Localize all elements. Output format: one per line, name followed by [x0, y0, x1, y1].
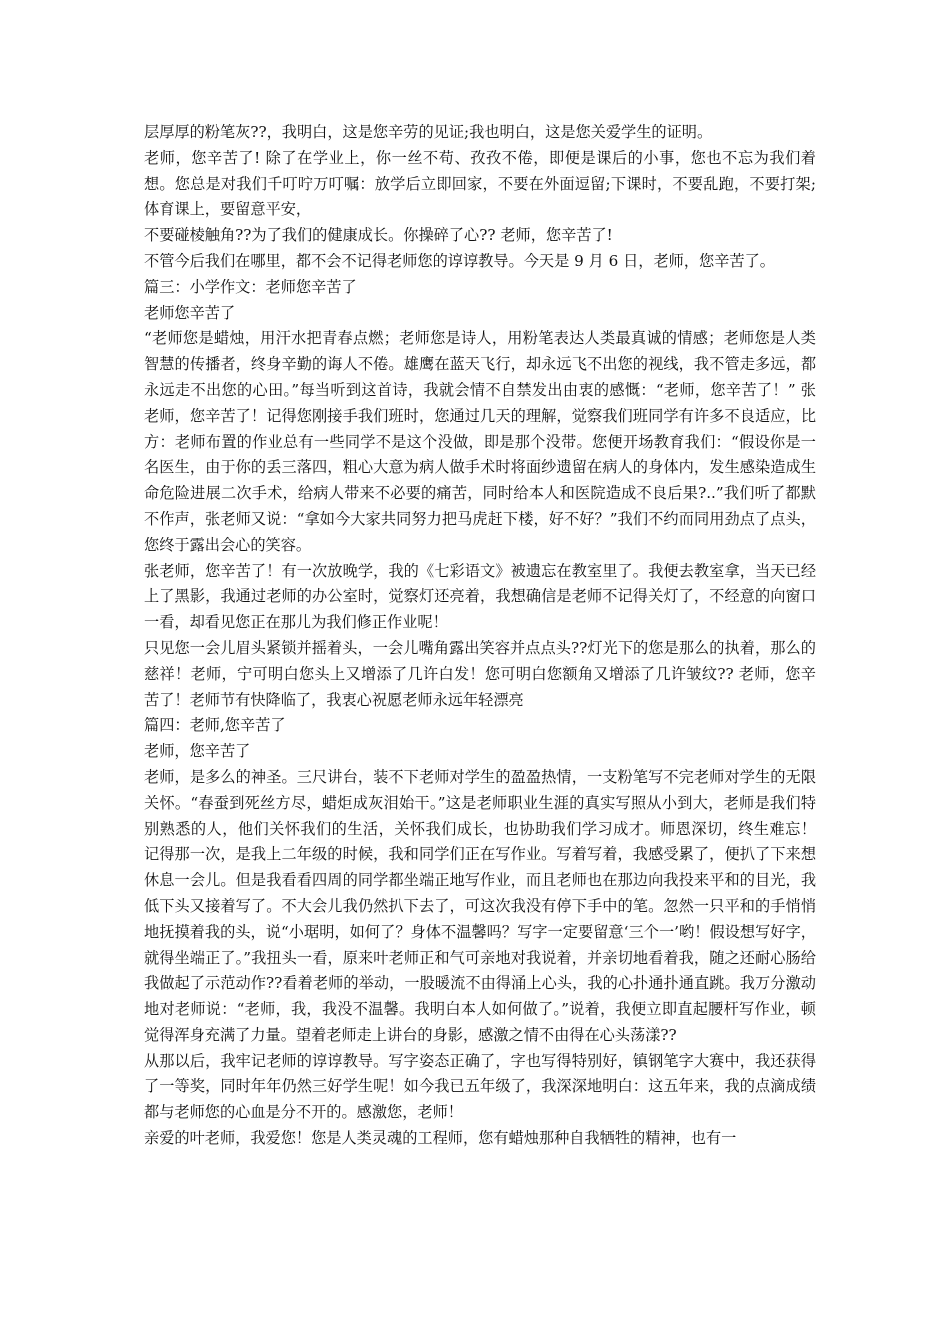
paragraph: “老师您是蜡烛，用汗水把青春点燃；老师您是诗人，用粉笔表达人类最真诚的情感；老师您是人类智慧的传播者，终身辛勤的诲人不倦。雄鹰在蓝天飞行，却永远飞不出您的视线，我不管走多远，都永远走不出您的心田。”每当听到这首诗，我就会情不自禁发出由衷的感慨：“老师，您辛苦了！” 张老师，您辛苦了！记得您刚接手我们班时，您通过几天的理解，觉察我们班同学有许多不良适应，比方：老师布置的作业总有一些同学不是这个没做，即是那个没带。您便开场教育我们：“假设你是一名医生，由于你的丢三落四，粗心大意为病人做手术时将面纱遗留在病人的身体内，发生感染造成生命危险进展二次手术，给病人带来不必要的痛苦，同时给本人和医院造成不良后果?..”我们听了都默不作声，张老师又说：“拿如今大家共同努力把马虎赶下楼，好不好？”我们不约而同用劲点了点头，您终于露出会心的笑容。 — [144, 329, 816, 554]
paragraph: 从那以后，我牢记老师的谆谆教导。写字姿态正确了，字也写得特别好，镇钢笔字大赛中，我还获得了一等奖，同时年年仍然三好学生呢！如今我已五年级了，我深深地明白：这五年来，我的点滴成绩都与老师您的心血是分不开的。感激您，老师！ — [144, 1051, 816, 1122]
document-page — [144, 120, 816, 1152]
essay-title: 老师您辛苦了 — [144, 303, 236, 322]
paragraph: 层厚厚的粉笔灰??，我明白，这是您辛劳的见证;我也明白，这是您关爱学生的证明。 — [144, 123, 713, 141]
paragraph: 亲爱的叶老师，我爱您！您是人类灵魂的工程师，您有蜡烛那种自我牺牲的精神，也有一 — [144, 1129, 737, 1148]
paragraph: 只见您一会儿眉头紧锁并摇着头，一会儿嘴角露出笑容并点点头??灯光下的您是那么的执着，那么的慈祥！老师，宁可明白您头上又增添了几许白发！您可明白您额角又增添了几许皱纹?? 老师，您辛苦了！老师节有快降临了，我衷心祝愿老师永远年轻漂亮 — [144, 638, 816, 709]
paragraph: 不管今后我们在哪里，都不会不记得老师您的谆谆教导。今天是 9 月 6 日，老师，您辛苦了。 — [144, 251, 775, 270]
paragraph: 不要碰棱触角??为了我们的健康成长。你操碎了心?? 老师，您辛苦了! — [144, 226, 613, 245]
paragraph: 老师，是多么的神圣。三尺讲台，装不下老师对学生的盈盈热情，一支粉笔写不完老师对学生的无限关怀。“春蚕到死丝方尽，蜡炬成灰泪始干。”这是老师职业生涯的真实写照从小到大，老师是我们特别熟悉的人，他们关怀我们的生活，关怀我们成长，也协助我们学习成才。师恩深切，终生难忘！ 记得那一次，是我上二年级的时候，我和同学们正在写作业。写着写着，我感受累了，便扒了下来想休息一会儿。但是我看看四周的同学都坐端正地写作业，而且老师也在那边向我投来平和的目光，我低下头又接着写了。不大会儿我仍然扒下去了，可这次我没有停下手中的笔。忽然一只平和的手悄悄地抚摸着我的头，说“小琚明，如何了？身体不温馨吗？写字一定要留意‘三个一’哟！假设想写好字，就得坐端正了。”我扭头一看，原来叶老师正和气可亲地对我说着，并亲切地看着我，随之还耐心肠给我做起了示范动作??看着老师的举动，一股暖流不由得涌上心头，我的心扑通扑通直跳。我万分激动地对老师说：“老师，我，我没不温馨。我明白本人如何做了。”说着，我便立即直起腰杆写作业，顿觉得浑身充满了力量。望着老师走上讲台的身影，感激之情不由得在心头荡漾?? — [144, 767, 816, 1044]
section-heading: 篇四：老师,您辛苦了 — [144, 716, 286, 735]
paragraph: 老师，您辛苦了! 除了在学业上，你一丝不苟、孜孜不倦，即便是课后的小事，您也不忘为我们着想。您总是对我们千叮咛万叮嘱：放学后立即回家，不要在外面逗留;下课时，不要乱跑，不要打架;体育课上，要留意平安， — [144, 148, 816, 219]
section-heading: 篇三：小学作文：老师您辛苦了 — [144, 277, 357, 296]
paragraph: 张老师，您辛苦了！有一次放晚学，我的《七彩语文》被遗忘在教室里了。我便去教室拿，当天已经上了黑影，我通过老师的办公室时，觉察灯还亮着，我想确信是老师不记得关灯了，不经意的向窗口一看，却看见您正在那儿为我们修正作业呢！ — [144, 561, 816, 632]
essay-title: 老师，您辛苦了 — [144, 742, 251, 761]
